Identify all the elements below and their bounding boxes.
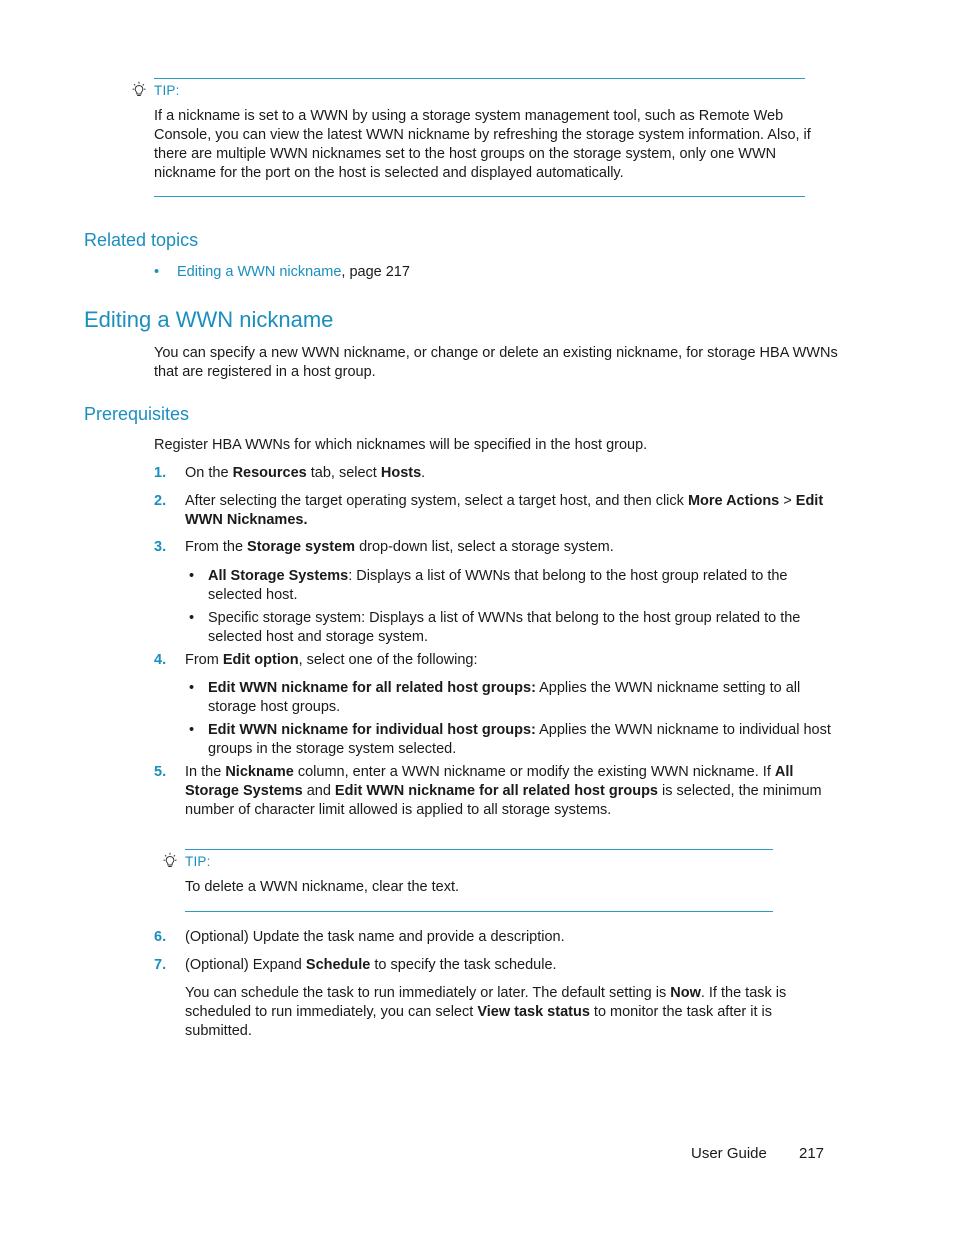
tip2-text: To delete a WWN nickname, clear the text. xyxy=(185,879,459,895)
step-1-number: 1. xyxy=(154,465,167,481)
related-topics-heading: Related topics xyxy=(84,230,199,250)
tip2-bottom-rule xyxy=(185,911,773,912)
related-topic-link[interactable]: Editing a WWN nickname xyxy=(177,264,342,280)
step-3-bullet-1-dot: • xyxy=(189,568,195,584)
tip1-text: If a nickname is set to a WWN by using a storage system management tool, such as Remote Web Console, you can view the latest WWN nickname by refreshing the storage system information. Also, if there are multiple WWN nicknames set to the host groups on the storage system, only one WWN nickname for the port on the host is selected and displayed automatically. xyxy=(154,108,811,181)
step-7-number: 7. xyxy=(154,957,167,973)
prerequisites-text: Register HBA WWNs for which nicknames will be specified in the host group. xyxy=(154,437,648,453)
related-topic-item xyxy=(177,263,410,282)
tip1-label: TIP: xyxy=(154,83,180,98)
tip2-label: TIP: xyxy=(185,854,211,869)
step-4-bullet-1: Edit WWN nickname for all related host groups: Applies the WWN nickname setting to all storage host groups. xyxy=(208,680,801,715)
step-7-text: (Optional) Expand Schedule to specify the task schedule. xyxy=(185,957,557,973)
step-3-bullet-2-dot: • xyxy=(189,610,195,626)
lightbulb-icon xyxy=(130,81,148,99)
step-2-text: After selecting the target operating system, select a target host, and then click More Actions > Edit WWN Nicknames. xyxy=(185,493,824,528)
step-4-bullet-2-dot: • xyxy=(189,722,195,738)
step-1-text: On the Resources tab, select Hosts. xyxy=(185,465,426,481)
step-3-number: 3. xyxy=(154,539,167,555)
tip1-top-rule xyxy=(154,78,805,79)
page-title: Editing a WWN nickname xyxy=(84,307,334,332)
tip2-top-rule xyxy=(185,849,773,850)
footer-guide-label: User Guide xyxy=(691,1145,767,1162)
step-6-text: (Optional) Update the task name and provide a description. xyxy=(185,929,565,945)
lightbulb-icon xyxy=(161,852,179,870)
step-4-text: From Edit option, select one of the following: xyxy=(185,652,478,668)
step-5-text: In the Nickname column, enter a WWN nickname or modify the existing WWN nickname. If All Storage Systems and Edit WWN nickname for all related host groups is selected, the minimum number of character limit allowed is applied to all storage systems. xyxy=(185,764,822,818)
step-7-paragraph: You can schedule the task to run immediately or later. The default setting is Now. If the task is scheduled to run immediately, you can select View task status to monitor the task after it is submitted. xyxy=(185,985,787,1039)
step-3-text: From the Storage system drop-down list, select a storage system. xyxy=(185,539,614,555)
step-2-number: 2. xyxy=(154,493,167,509)
tip1-bottom-rule xyxy=(154,196,805,197)
step-4-number: 4. xyxy=(154,652,167,668)
prerequisites-heading: Prerequisites xyxy=(84,404,190,424)
step-6-number: 6. xyxy=(154,929,167,945)
footer-page-number: 217 xyxy=(799,1145,825,1162)
section-intro: You can specify a new WWN nickname, or change or delete an existing nickname, for storage HBA WWNs that are registered in a host group. xyxy=(154,345,838,380)
step-4-bullet-2: Edit WWN nickname for individual host groups: Applies the WWN nickname to individual host groups in the storage system selected. xyxy=(208,722,831,757)
related-topic-page: , page 217 xyxy=(341,264,410,280)
step-3-bullet-1: All Storage Systems: Displays a list of WWNs that belong to the host group related to the selected host. xyxy=(208,568,788,603)
step-5-number: 5. xyxy=(154,764,167,780)
step-3-bullet-2: Specific storage system: Displays a list of WWNs that belong to the host group related to the selected host and storage system. xyxy=(208,610,801,645)
step-4-bullet-1-dot: • xyxy=(189,680,195,696)
related-bullet: • xyxy=(154,264,160,280)
